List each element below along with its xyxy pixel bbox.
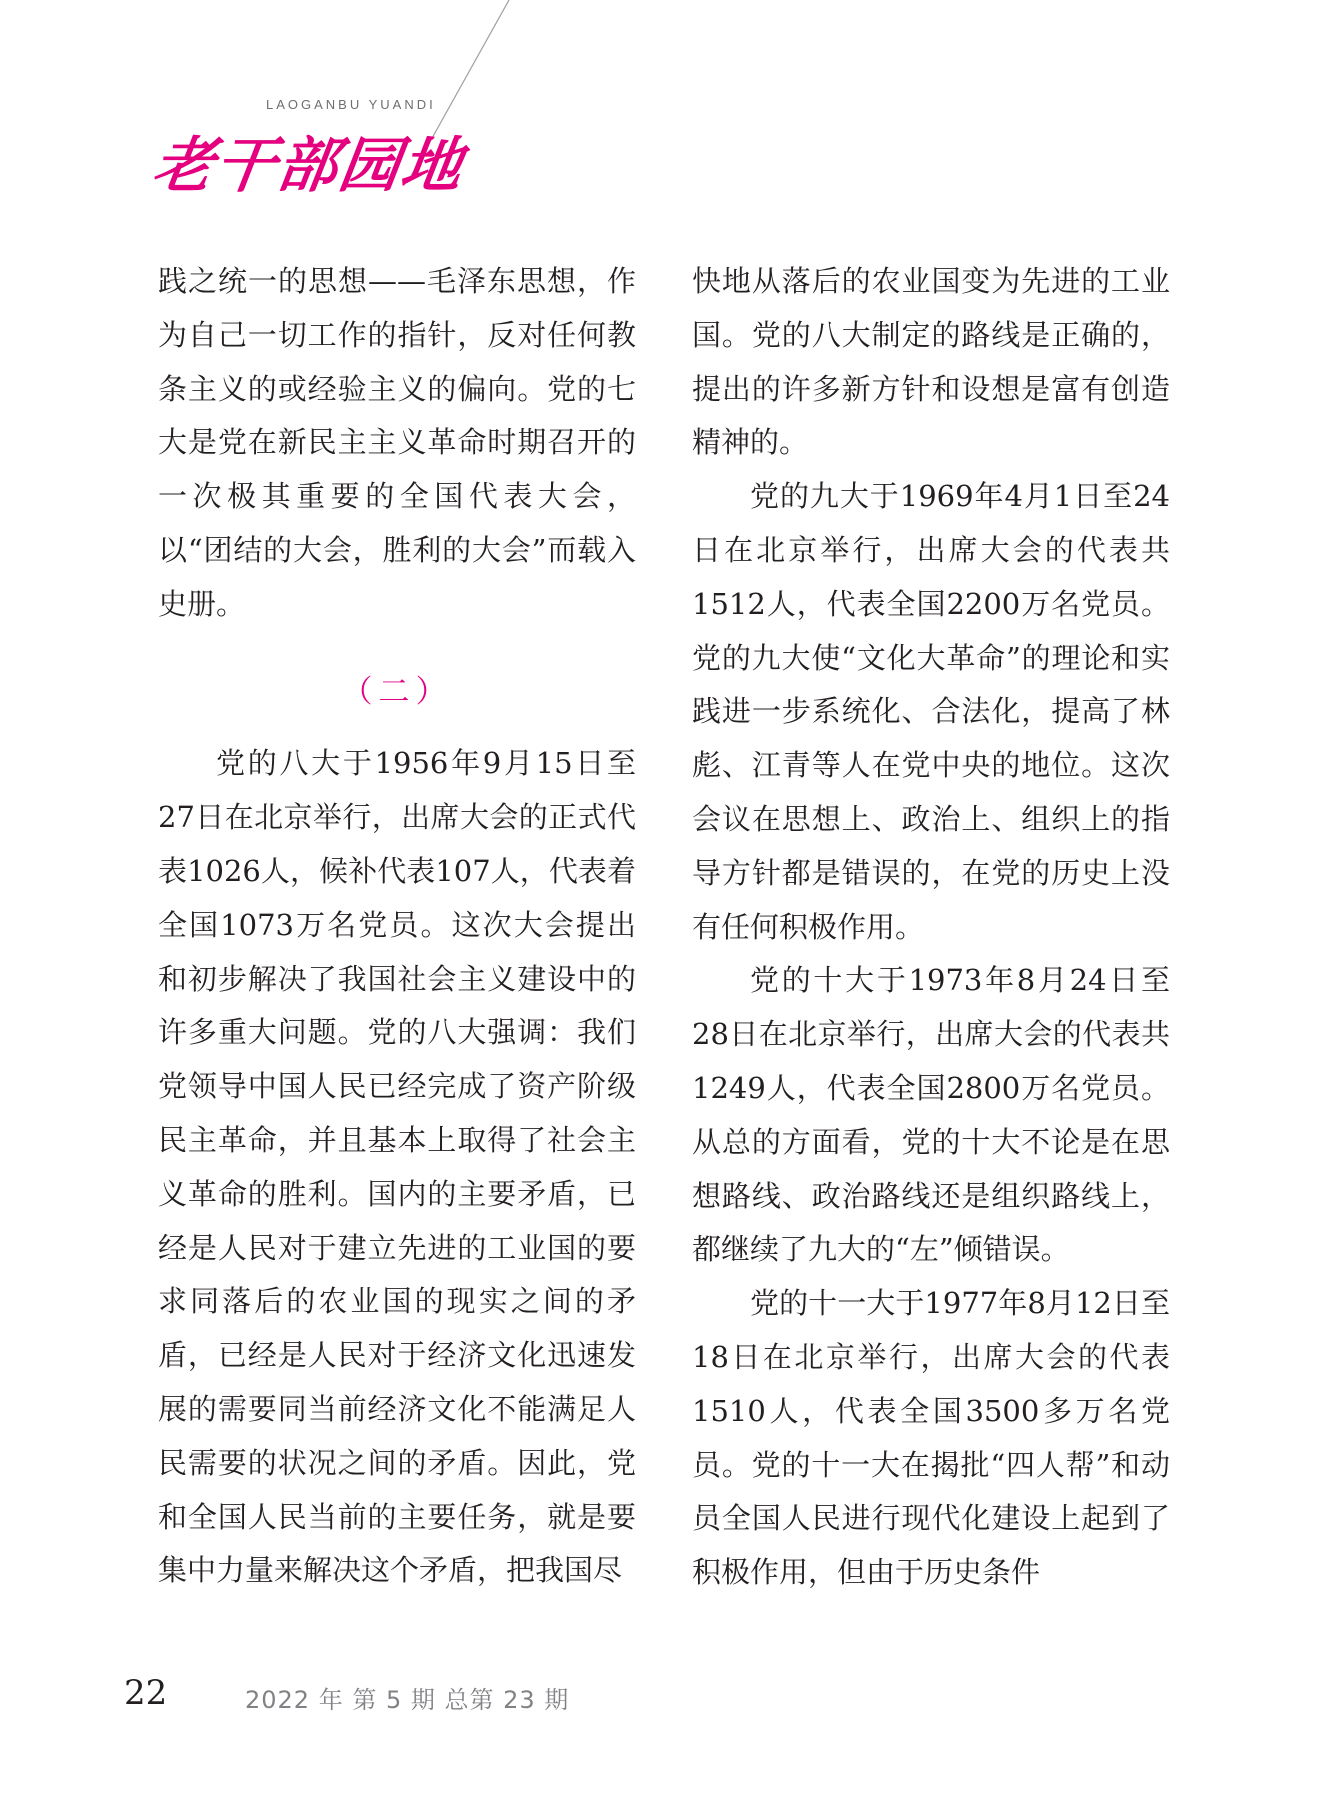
page-number: 22: [124, 1673, 168, 1713]
brand-logo-calligraphy: 老干部园地: [148, 131, 469, 201]
right-column: [692, 255, 1170, 1600]
paragraph-continued: 践之统一的思想——毛泽东思想，作为自己一切工作的指针，反对任何教条主义的或经验主义的偏向。党的七大是党在新民主主义革命时期召开的一次极其重要的全国代表大会，以“团结的大会，胜利的大会”而载入史册。: [158, 264, 636, 621]
paragraph-eighth-congress: 党的八大于1956年9月15日至27日在北京举行，出席大会的正式代表1026人，候补代表107人，代表着全国1073万名党员。这次大会提出和初步解决了我国社会主义建设中的许多重大问题。党的八大强调：我们党领导中国人民已经完成了资产阶级民主革命，并且基本上取得了社会主义革命的胜利。国内的主要矛盾，已经是人民对于建立先进的工业国的要求同落后的农业国的现实之间的矛盾，已经是人民对于经济文化迅速发展的需要同当前经济文化不能满足人民需要的状况之间的矛盾。因此，党和全国人民当前的主要任务，就是要集中力量来解决这个矛盾，把我国尽: [158, 746, 636, 1588]
paragraph-eleventh-congress: 党的十一大于1977年8月12日至18日在北京举行，出席大会的代表1510人，代表全国3500多万名党员。党的十一大在揭批“四人帮”和动员全国人民进行现代化建设上起到了积极作用，但由于历史条件: [692, 1286, 1170, 1590]
brand-english-name: LAOGANBU YUANDI: [266, 97, 436, 112]
left-column: [158, 255, 636, 1598]
paragraph-ninth-congress: 党的九大于1969年4月1日至24日在北京举行，出席大会的代表共1512人，代表全国2200万名党员。党的九大使“文化大革命”的理论和实践进一步系统化、合法化，提高了林彪、江青等人在党中央的地位。这次会议在思想上、政治上、组织上的指导方针都是错误的，在党的历史上没有任何积极作用。: [692, 479, 1170, 944]
paragraph-continued-right: 快地从落后的农业国变为先进的工业国。党的八大制定的路线是正确的，提出的许多新方针和设想是富有创造精神的。: [692, 264, 1170, 460]
section-heading: （二）: [341, 673, 453, 710]
paragraph-tenth-congress: 党的十大于1973年8月24日至28日在北京举行，出席大会的代表共1249人，代表全国2800万名党员。从总的方面看，党的十大不论是在思想路线、政治路线还是组织路线上，都继续了九大的“左”倾错误。: [692, 963, 1170, 1267]
issue-info: 2022 年 第 5 期 总第 23 期: [245, 1686, 570, 1714]
